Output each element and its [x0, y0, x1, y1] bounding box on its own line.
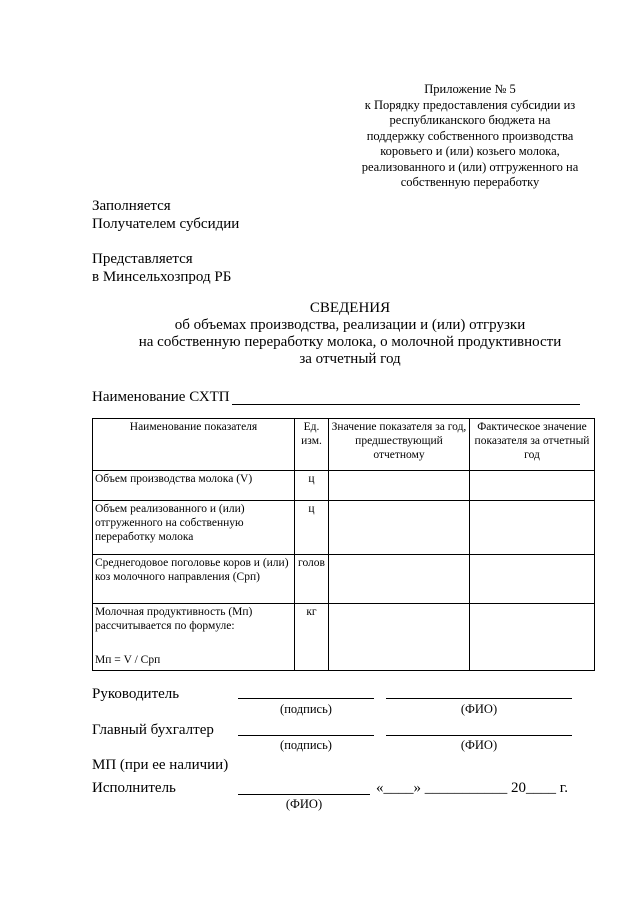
- filled-by-note: [92, 197, 239, 233]
- accountant-name-line[interactable]: [386, 735, 572, 736]
- submitted-to-line1: Представляется: [92, 251, 193, 267]
- row-current-value[interactable]: [470, 501, 595, 555]
- document-title: [60, 300, 640, 368]
- executor-date[interactable]: «____» ___________ 20____ г.: [376, 780, 568, 796]
- title-main: СВЕДЕНИЯ: [309, 300, 391, 316]
- appendix-line: к Порядку предоставления субсидии из: [364, 97, 576, 112]
- filled-by-line1: Заполняется: [92, 198, 171, 214]
- productivity-formula: Мп = V / Срп: [95, 654, 161, 666]
- org-name-label: Наименование СХТП: [92, 389, 230, 405]
- table-row: [93, 604, 595, 671]
- head-name-line[interactable]: [386, 698, 572, 699]
- appendix-line: собственную переработку: [400, 175, 540, 189]
- stamp-label: МП (при ее наличии): [92, 757, 229, 773]
- row-previous-value[interactable]: [329, 501, 470, 555]
- row-unit: ц: [295, 501, 329, 555]
- head-label: Руководитель: [92, 686, 180, 702]
- submitted-to-line2: в Минсельхозпрод РБ: [92, 269, 232, 285]
- row-previous-value[interactable]: [329, 471, 470, 501]
- executor-label: Исполнитель: [92, 780, 176, 796]
- header-previous-year: Значение показателя за год, предшествующий отчетному: [329, 419, 470, 471]
- header-reporting-year: Фактическое значение показателя за отчетный год: [470, 419, 595, 471]
- org-name-field[interactable]: [232, 404, 580, 405]
- head-signature-caption: (подпись): [280, 702, 332, 716]
- accountant-name-caption: (ФИО): [460, 738, 498, 752]
- appendix-line: коровьего и (или) козьего молока,: [380, 144, 560, 158]
- appendix-line: Приложение № 5: [424, 82, 516, 96]
- row-current-value[interactable]: [470, 604, 595, 671]
- executor-name-caption: (ФИО): [285, 797, 323, 811]
- head-name-caption: (ФИО): [460, 702, 498, 716]
- row-unit: кг: [295, 604, 329, 671]
- row-current-value[interactable]: [470, 471, 595, 501]
- accountant-signature-caption: (подпись): [280, 738, 332, 752]
- title-sub1: об объемах производства, реализации и (или) отгрузки: [174, 317, 526, 333]
- accountant-label: Главный бухгалтер: [92, 722, 214, 738]
- head-signature-line[interactable]: [238, 698, 374, 699]
- row-indicator-text: Молочная продуктивность (Мп) рассчитывается по формуле:: [95, 606, 253, 632]
- row-unit: голов: [295, 555, 329, 604]
- table-row: [93, 555, 595, 604]
- accountant-signature-line[interactable]: [238, 735, 374, 736]
- appendix-line: реализованного и (или) отгруженного на: [361, 159, 579, 174]
- submitted-to-note: [92, 250, 231, 286]
- row-indicator-name: [93, 604, 295, 671]
- table-row: [93, 471, 595, 501]
- appendix-line: республиканского бюджета на: [389, 113, 551, 127]
- row-indicator-name: Объем реализованного и (или) отгруженного на собственную переработку молока: [93, 501, 295, 555]
- row-unit: ц: [295, 471, 329, 501]
- indicators-table: [92, 418, 595, 671]
- executor-name-line[interactable]: [238, 794, 370, 795]
- table-header-row: [93, 419, 595, 471]
- title-sub3: за отчетный год: [299, 351, 401, 367]
- header-indicator: Наименование показателя: [93, 419, 295, 471]
- header-unit: Ед. изм.: [295, 419, 329, 471]
- filled-by-line2: Получателем субсидии: [92, 216, 240, 232]
- appendix-note: [340, 82, 600, 191]
- title-sub2: на собственную переработку молока, о молочной продуктивности: [138, 334, 562, 350]
- row-current-value[interactable]: [470, 555, 595, 604]
- table-row: [93, 501, 595, 555]
- row-previous-value[interactable]: [329, 555, 470, 604]
- appendix-line: поддержку собственного производства: [366, 128, 574, 143]
- row-indicator-name: Среднегодовое поголовье коров и (или) коз молочного направления (Срп): [93, 555, 295, 604]
- row-indicator-name: Объем производства молока (V): [93, 471, 295, 501]
- row-previous-value[interactable]: [329, 604, 470, 671]
